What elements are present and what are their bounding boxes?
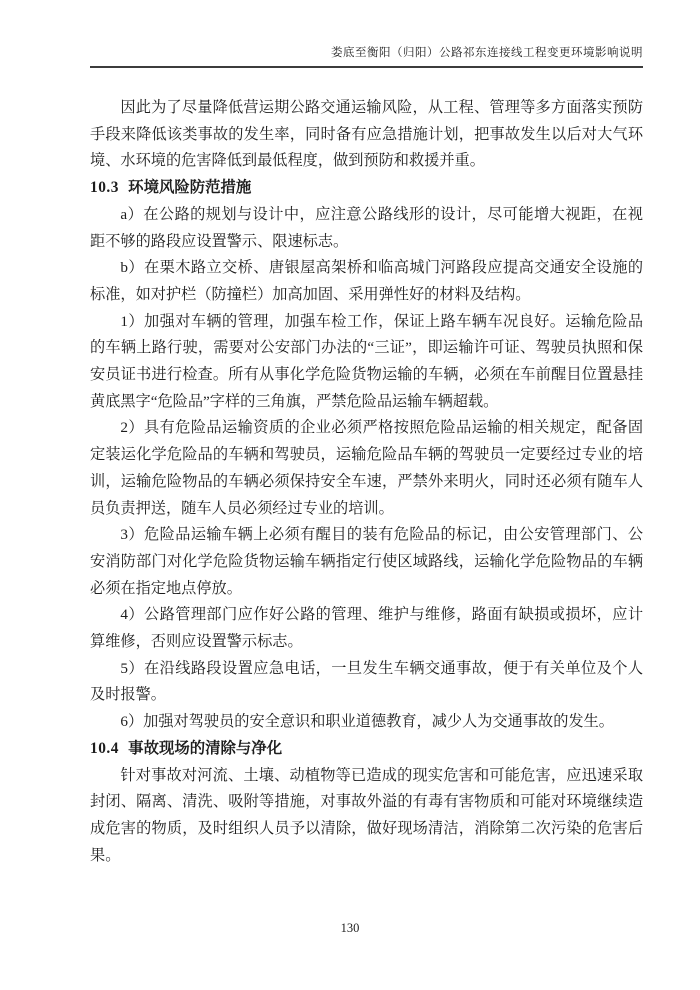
document-content	[90, 95, 643, 869]
paragraph-item-3: 3）危险品运输车辆上必须有醒目的装有危险品的标记，由公安管理部门、公安消防部门对化学危险货物运输车辆指定行使区域路线，运输化学危险物品的车辆必须在指定地点停放。	[90, 526, 643, 597]
running-title: 娄底至衡阳（归阳）公路祁东连接线工程变更环境影响说明	[331, 47, 643, 59]
paragraph-item-a: a）在公路的规划与设计中，应注意公路线形的设计，尽可能增大视距，在视距不够的路段应设置警示、限速标志。	[90, 205, 643, 250]
paragraph-item-2: 2）具有危险品运输资质的企业必须严格按照危险品运输的相关规定，配备固定装运化学危险品的车辆和驾驶员，运输危险品车辆的驾驶员一定要经过专业的培训，运输危险物品的车辆必须保持安全车速，严禁外来明火，同时还必须有随车人员负责押送，随车人员必须经过专业的培训。	[90, 419, 643, 517]
section-heading-10-4	[90, 736, 643, 763]
paragraph-intro: 因此为了尽量降低营运期公路交通运输风险，从工程、管理等多方面落实预防手段来降低该类事故的发生率，同时备有应急措施计划，把事故发生以后对大气环境、水环境的危害降低到最低程度，做到预防和救援并重。	[90, 99, 643, 170]
paragraph-item-5: 5）在沿线路段设置应急电话，一旦发生车辆交通事故，便于有关单位及个人及时报警。	[90, 659, 643, 704]
section-title: 事故现场的清除与净化	[128, 739, 283, 757]
paragraph-cleanup: 针对事故对河流、土壤、动植物等已造成的现实危害和可能危害，应迅速采取封闭、隔离、清洗、吸附等措施，对事故外溢的有毒有害物质和可能对环境继续造成危害的物质，及时组织人员予以清除，做好现场清洁，消除第二次污染的危害后果。	[90, 766, 643, 864]
paragraph-item-6: 6）加强对驾驶员的安全意识和职业道德教育，减少人为交通事故的发生。	[120, 713, 614, 731]
page-header	[90, 46, 643, 68]
paragraph-item-4: 4）公路管理部门应作好公路的管理、维护与维修，路面有缺损或损坏，应计算维修，否则应设置警示标志。	[90, 606, 643, 651]
section-title: 环境风险防范措施	[128, 179, 252, 197]
page-footer	[0, 920, 700, 936]
section-heading-10-3	[90, 175, 643, 202]
paragraph-item-1: 1）加强对车辆的管理，加强车检工作，保证上路车辆车况良好。运输危险品的车辆上路行驶，需要对公安部门办法的“三证”，即运输许可证、驾驶员执照和保安员证书进行检查。所有从事化学危险货物运输的车辆，必须在车前醒目位置悬挂黄底黑字“危险品”字样的三角旗，严禁危险品运输车辆超载。	[90, 312, 643, 410]
section-number: 10.4	[90, 739, 119, 757]
section-number: 10.3	[90, 179, 119, 197]
page-number: 130	[340, 921, 360, 935]
paragraph-item-b: b）在栗木路立交桥、唐银屋高架桥和临高城门河路段应提高交通安全设施的标准，如对护栏（防撞栏）加高加固、采用弹性好的材料及结构。	[90, 259, 643, 303]
